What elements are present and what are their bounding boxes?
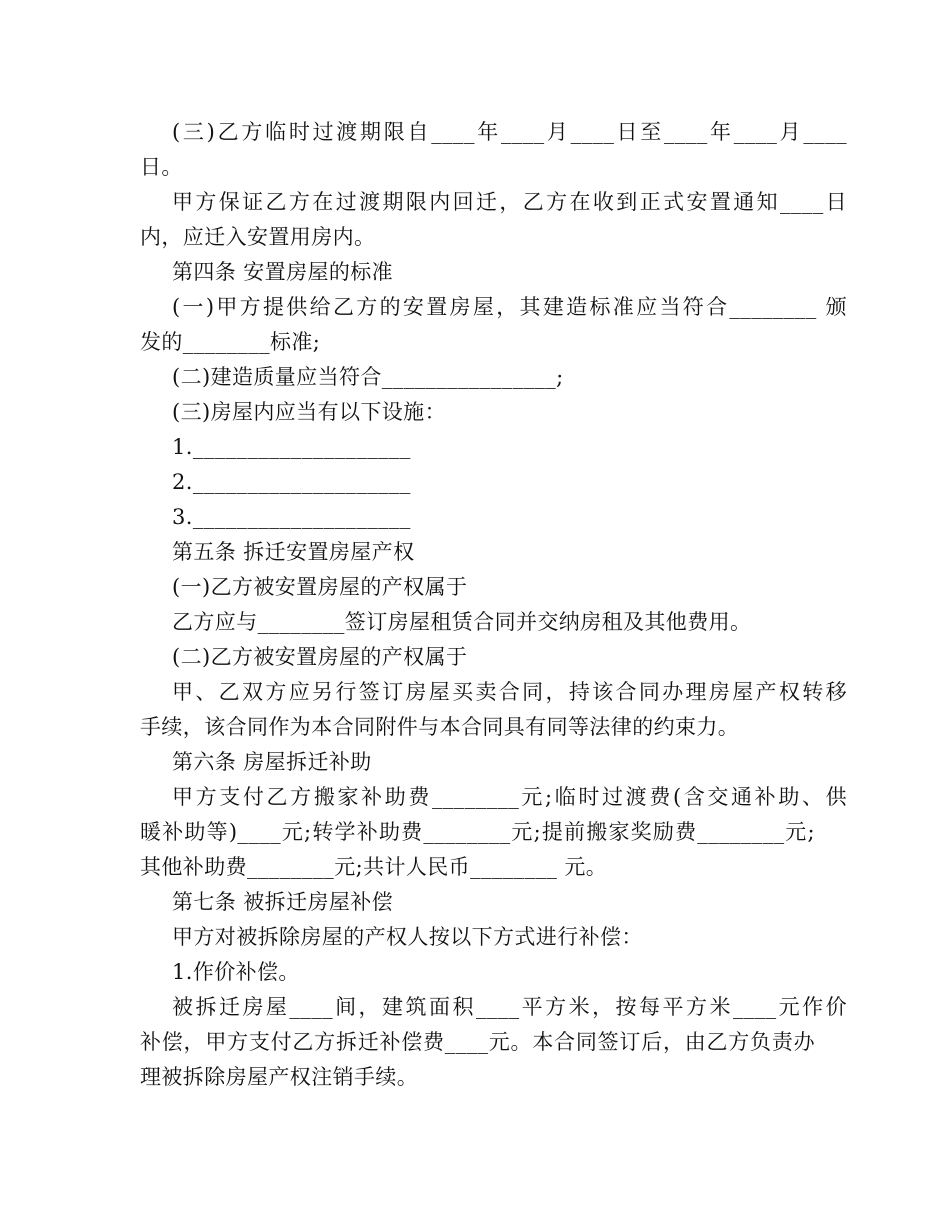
construction-standard-clause-cont: 发的________标准;	[140, 330, 321, 354]
facility-item-2: 2.____________________	[172, 470, 411, 494]
valuation-paragraph-end: 理被拆除房屋产权注销手续。	[140, 1065, 419, 1089]
return-guarantee-paragraph: 甲方保证乙方在过渡期限内回迁，乙方在收到正式安置通知____日	[172, 190, 847, 214]
article-7-heading: 第七条 被拆迁房屋补偿	[172, 890, 394, 914]
valuation-paragraph-cont: 补偿，甲方支付乙方拆迁补偿费____元。本合同签订后，由乙方负责办	[140, 1030, 815, 1054]
facility-item-3: 3.____________________	[172, 505, 411, 529]
article-5-heading: 第五条 拆迁安置房屋产权	[172, 540, 415, 564]
compensation-intro: 甲方对被拆除房屋的产权人按以下方式进行补偿：	[172, 925, 643, 949]
property-right-clause-2: (二)乙方被安置房屋的产权属于	[172, 645, 468, 669]
valuation-paragraph: 被拆迁房屋____间，建筑面积____平方米，按每平方米____元作价	[172, 995, 847, 1019]
compensation-item-1: 1.作价补偿。	[172, 960, 300, 984]
transition-period-clause: (三)乙方临时过渡期限自____年____月____日至____年____月____	[172, 120, 847, 144]
construction-standard-clause: (一)甲方提供给乙方的安置房屋，其建造标准应当符合________ 颁	[172, 295, 847, 319]
subsidy-paragraph: 甲方支付乙方搬家补助费________元;临时过渡费(含交通补助、供	[172, 785, 847, 809]
sale-contract-paragraph: 甲、乙双方应另行签订房屋买卖合同，持该合同办理房屋产权转移	[172, 680, 847, 704]
article-6-heading: 第六条 房屋拆迁补助	[172, 750, 372, 774]
facility-item-1: 1.____________________	[172, 435, 411, 459]
article-4-heading: 第四条 安置房屋的标准	[172, 260, 394, 284]
quality-clause: (二)建造质量应当符合________________;	[172, 365, 564, 389]
facilities-clause: (三)房屋内应当有以下设施：	[172, 400, 446, 424]
subsidy-paragraph-end: 其他补助费________元;共计人民币________ 元。	[140, 855, 608, 879]
property-right-clause-1: (一)乙方被安置房屋的产权属于	[172, 575, 468, 599]
subsidy-paragraph-cont: 暖补助等)____元;转学补助费________元;提前搬家奖励费________元;	[140, 820, 815, 844]
transition-period-clause-cont: 日。	[140, 155, 183, 179]
lease-contract-paragraph: 乙方应与________签订房屋租赁合同并交纳房租及其他费用。	[172, 610, 752, 634]
sale-contract-paragraph-cont: 手续，该合同作为本合同附件与本合同具有同等法律的约束力。	[140, 715, 740, 739]
return-guarantee-paragraph-cont: 内，应迁入安置用房内。	[140, 225, 376, 249]
